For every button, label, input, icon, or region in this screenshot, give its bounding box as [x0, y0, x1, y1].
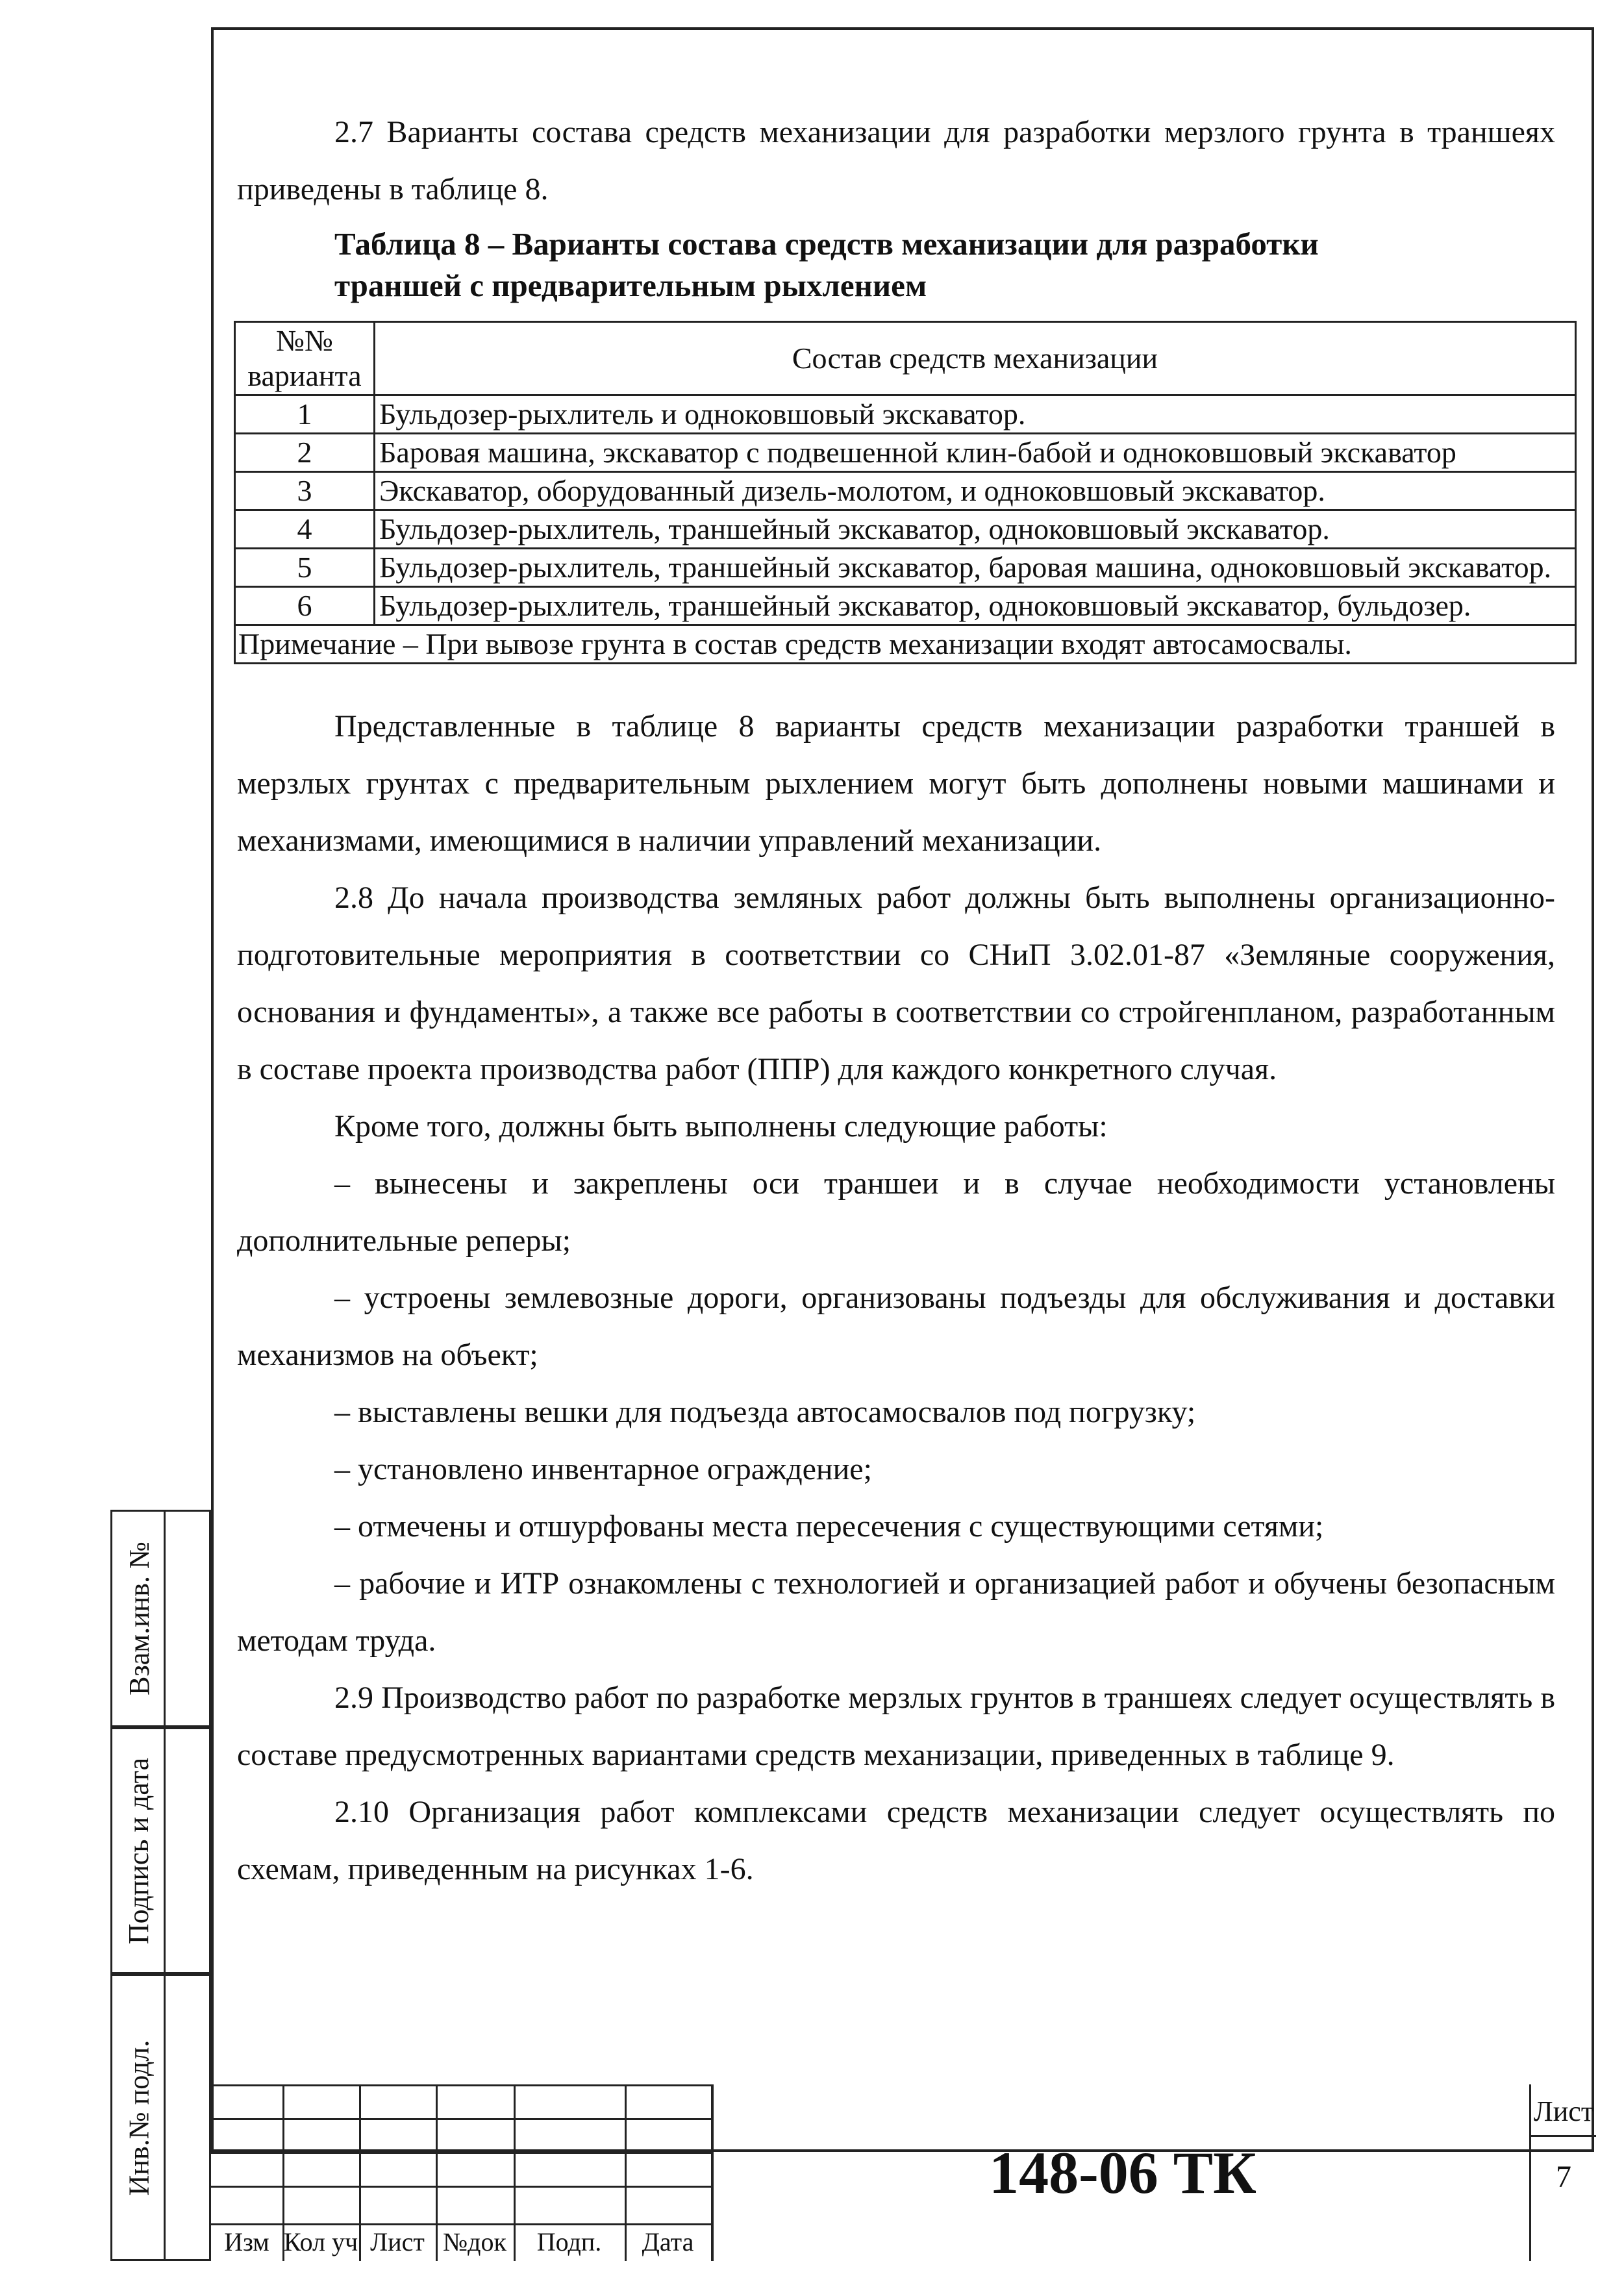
list-item: – рабочие и ИТР ознакомлены с технологией и организацией работ и обучены безопасным методам труда. [237, 1566, 1555, 1658]
stamp-original-inv-label: Инв.№ подл. [123, 2040, 155, 2195]
revision-grid [211, 2084, 711, 2261]
table-8 [234, 321, 1577, 664]
stamp-signature-date-label: Подпись и дата [123, 1757, 155, 1944]
table-8-caption [334, 223, 1555, 306]
table-note: Примечание – При вывозе грунта в состав средств механизации входят автосамосвалы. [235, 625, 1576, 664]
variant-number: 4 [235, 510, 375, 549]
sheet-label: Лист [1531, 2084, 1596, 2137]
col-label-doc-number: №док [443, 2227, 506, 2256]
list-item: – выставлены вешки для подъезда автосамосвалов под погрузку; [334, 1395, 1196, 1429]
variant-number: 2 [235, 434, 375, 472]
table-8-caption-line2: траншей с предварительным рыхлением [334, 268, 927, 303]
header-variant-number: №№ варианта [235, 322, 375, 395]
variant-number: 3 [235, 472, 375, 510]
list-item: – установлено инвентарное ограждение; [334, 1452, 872, 1486]
col-label-signature: Подп. [536, 2227, 602, 2256]
variant-composition: Бульдозер-рыхлитель, траншейный экскаватор, одноковшовый экскаватор. [375, 510, 1576, 549]
table-row [235, 472, 1576, 510]
table-8-caption-line1: Таблица 8 – Варианты состава средств механизации для разработки [334, 226, 1319, 262]
paragraph-2-10: 2.10 Организация работ комплексами средств механизации следует осуществлять по схемам, приведенным на рисунках 1-6. [237, 1795, 1555, 1886]
header-composition: Состав средств механизации [375, 322, 1576, 395]
paragraph-2-8: 2.8 До начала производства земляных работ должны быть выполнены организационно-подготовительные мероприятия в соответствии со СНиП 3.02.01-87 «Земляные сооружения, основания и фундаменты», а также все работы в соответствии со стройгенпланом, разработанным в составе проекта производства работ (ППР) для каждого конкретного случая. [237, 881, 1555, 1086]
table-row [235, 395, 1576, 434]
table-header-row [235, 322, 1576, 395]
variant-number: 1 [235, 395, 375, 434]
col-label-change: Изм [224, 2227, 269, 2256]
list-item: – устроены землевозные дороги, организованы подъезды для обслуживания и доставки механизмов на объект; [237, 1281, 1555, 1372]
table-row [235, 587, 1576, 625]
sheet-cell [1529, 2084, 1596, 2261]
variant-number: 5 [235, 549, 375, 587]
col-label-sheet: Лист [370, 2227, 425, 2256]
title-block [211, 2084, 1594, 2261]
stamp-substitute-inv-label: Взам.инв. № [123, 1542, 155, 1695]
document-code: 148-06 ТК [711, 2084, 1532, 2261]
table-row [235, 549, 1576, 587]
document-body [237, 104, 1555, 1898]
paragraph-2-7: 2.7 Варианты состава средств механизации для разработки мерзлого грунта в траншеях приведены в таблице 8. [237, 115, 1555, 206]
list-item: – отмечены и отшурфованы места пересечения с существующими сетями; [334, 1509, 1324, 1543]
paragraph-2-9: 2.9 Производство работ по разработке мерзлых грунтов в траншеях следует осуществлять в составе предусмотренных вариантами средств механизации, приведенных в таблице 9. [237, 1681, 1555, 1772]
table-row [235, 434, 1576, 472]
stamp-original-inv [110, 1974, 211, 2261]
stamp-substitute-inv [110, 1510, 211, 1727]
variant-composition: Бульдозер-рыхлитель, траншейный экскаватор, одноковшовый экскаватор, бульдозер. [375, 587, 1576, 625]
variant-composition: Бульдозер-рыхлитель и одноковшовый экскаватор. [375, 395, 1576, 434]
paragraph-besides: Кроме того, должны быть выполнены следующие работы: [334, 1109, 1108, 1144]
col-label-count: Кол уч [283, 2227, 358, 2256]
table-row [235, 510, 1576, 549]
table-note-row [235, 625, 1576, 664]
variant-composition: Бульдозер-рыхлитель, траншейный экскаватор, баровая машина, одноковшовый экскаватор. [375, 549, 1576, 587]
sheet-number: 7 [1556, 2160, 1571, 2194]
variant-composition: Экскаватор, оборудованный дизель-молотом, и одноковшовый экскаватор. [375, 472, 1576, 510]
paragraph-represented: Представленные в таблице 8 варианты средств механизации разработки траншей в мерзлых грунтах с предварительным рыхлением могут быть дополнены новыми машинами и механизмами, имеющимися в наличии управлений механизации. [237, 709, 1555, 858]
stamp-signature-date [110, 1727, 211, 1974]
col-label-date: Дата [642, 2227, 694, 2256]
variant-number: 6 [235, 587, 375, 625]
variant-composition: Баровая машина, экскаватор с подвешенной клин-бабой и одноковшовый экскаватор [375, 434, 1576, 472]
list-item: – вынесены и закреплены оси траншеи и в случае необходимости установлены дополнительные реперы; [237, 1166, 1555, 1258]
